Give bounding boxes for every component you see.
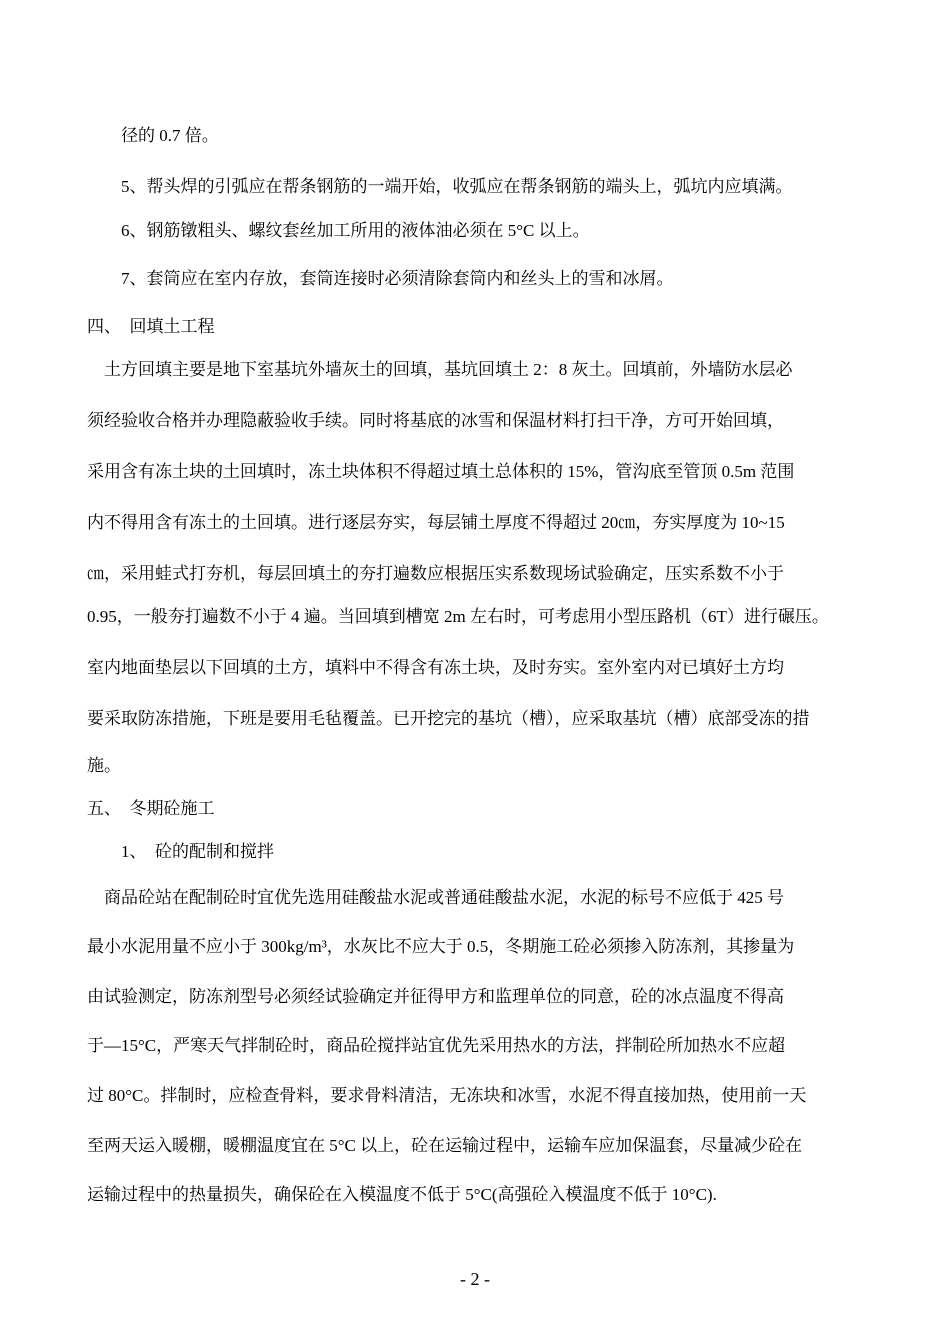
- text-line: 5、帮头焊的引弧应在帮条钢筋的一端开始，收弧应在帮条钢筋的端头上，弧坑内应填满。: [121, 177, 793, 196]
- text-line: 施。: [87, 756, 121, 775]
- text-line: 0.95，一般夯打遍数不小于 4 遍。当回填到槽宽 2m 左右时，可考虑用小型压路机（6T）进行碾压。: [87, 607, 829, 626]
- text-line: 至两天运入暖棚，暖棚温度宜在 5°C 以上，砼在运输过程中，运输车应加保温套，尽量减少砼在: [87, 1136, 803, 1155]
- text-line: 7、套筒应在室内存放，套筒连接时必须清除套筒内和丝头上的雪和冰屑。: [121, 269, 674, 288]
- text-line: ㎝，采用蛙式打夯机，每层回填土的夯打遍数应根据压实系数现场试验确定，压实系数不小于: [87, 564, 784, 583]
- section-heading-5: 五、 冬期砼施工: [87, 799, 215, 818]
- text-line: 运输过程中的热量损失，确保砼在入模温度不低于 5°C(高强砼入模温度不低于 10°C).: [87, 1185, 717, 1204]
- text-line: 商品砼站在配制砼时宜优先选用硅酸盐水泥或普通硅酸盐水泥，水泥的标号不应低于 425 号: [104, 888, 784, 907]
- text-line: 径的 0.7 倍。: [121, 126, 219, 145]
- text-line: 室内地面垫层以下回填的土方，填料中不得含有冻土块，及时夯实。室外室内对已填好土方均: [87, 658, 784, 677]
- text-line: 由试验测定，防冻剂型号必须经试验确定并征得甲方和监理单位的同意，砼的冰点温度不得高: [87, 987, 784, 1006]
- subsection-heading-1: 1、 砼的配制和搅拌: [121, 842, 274, 861]
- page-number: - 2 -: [460, 1269, 490, 1289]
- text-line: 土方回填主要是地下室基坑外墙灰土的回填，基坑回填土 2：8 灰土。回填前，外墙防水层必: [104, 360, 793, 379]
- text-line: 过 80°C。拌制时，应检查骨料，要求骨料清洁，无冻块和冰雪，水泥不得直接加热，使用前一天: [87, 1086, 807, 1105]
- text-line: 要采取防冻措施，下班是要用毛毡覆盖。已开挖完的基坑（槽），应采取基坑（槽）底部受冻的措: [87, 709, 810, 728]
- text-line: 6、钢筋镦粗头、螺纹套丝加工所用的液体油必须在 5°C 以上。: [121, 221, 590, 240]
- text-line: 于—15°C，严寒天气拌制砼时，商品砼搅拌站宜优先采用热水的方法，拌制砼所加热水不应超: [87, 1036, 786, 1055]
- text-line: 采用含有冻土块的土回填时，冻土块体积不得超过填土总体积的 15%，管沟底至管顶 0.5m 范围: [87, 462, 795, 481]
- text-line: 须经验收合格并办理隐蔽验收手续。同时将基底的冰雪和保温材料打扫干净，方可开始回填，: [87, 411, 784, 430]
- text-line: 最小水泥用量不应小于 300kg/m³，水灰比不应大于 0.5，冬期施工砼必须掺入防冻剂，其掺量为: [87, 937, 795, 956]
- text-line: 内不得用含有冻土的土回填。进行逐层夯实，每层铺土厚度不得超过 20㎝，夯实厚度为 10~15: [87, 513, 785, 532]
- section-heading-4: 四、 回填土工程: [87, 317, 215, 336]
